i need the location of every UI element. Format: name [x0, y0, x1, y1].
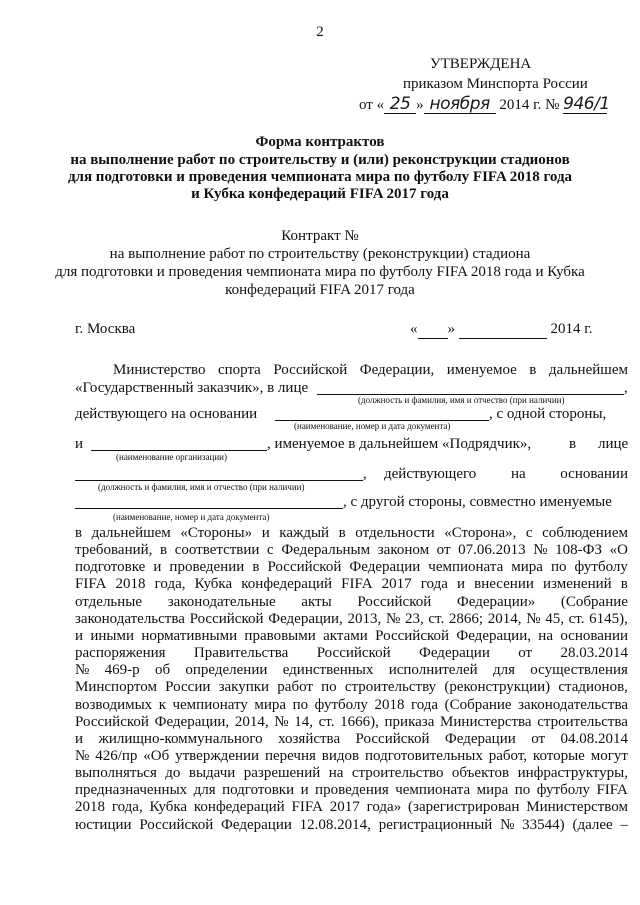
- body-line: [75, 594, 628, 611]
- contract-title-line-3: для подготовки и проведения чемпионата мира по футболу FIFA 2018 года и Кубка: [55, 264, 585, 280]
- approval-date-month: ноября: [424, 96, 496, 114]
- body-word: соблюдением: [542, 525, 628, 541]
- body-word: требований,: [75, 542, 153, 559]
- body-word: и: [75, 730, 84, 747]
- body-word: подготовки: [222, 782, 295, 799]
- body-line: [75, 576, 628, 593]
- body-word: в: [620, 576, 628, 593]
- hint-document-2: (наименование, номер и дата документа): [113, 512, 270, 522]
- approval-date-day: 25: [384, 96, 416, 114]
- body-word: соответствии: [174, 542, 260, 559]
- body-word: актами: [323, 627, 368, 644]
- blank-org-name: [91, 450, 267, 451]
- body-word: FIFA: [291, 799, 323, 816]
- body-word: возводимых: [75, 696, 153, 713]
- approval-order-line: приказом Минспорта России: [403, 76, 588, 92]
- contract-title-line-4: конфедераций FIFA 2017 года: [225, 282, 415, 298]
- body-word: работ: [277, 679, 313, 696]
- body-word: «Стороны»: [180, 525, 253, 541]
- preamble-line-4-mid: , именуемое в дальнейшем «Подрядчик»,: [267, 436, 532, 452]
- body-word: «О: [609, 542, 628, 559]
- body-word: нормативными: [141, 627, 238, 644]
- body-word: подготовке: [75, 559, 146, 576]
- body-word: акты: [301, 593, 332, 610]
- body-line: [75, 817, 628, 834]
- form-title-line-3: для подготовки и проведения чемпионата мира по футболу FIFA 2018 года: [67, 169, 573, 185]
- body-line: [75, 765, 628, 782]
- preamble-line-3-end: , с одной стороны,: [489, 406, 607, 422]
- body-word: стадионов,: [558, 679, 628, 696]
- body-word: для: [193, 782, 216, 799]
- body-word: и: [457, 576, 466, 593]
- preamble-line-6-end: , с другой стороны, совместно именуемые: [343, 494, 612, 510]
- body-word: 2014,: [487, 610, 522, 627]
- body-word: иными: [90, 627, 135, 644]
- body-word: предназначенных: [75, 782, 188, 799]
- body-word: 45,: [545, 610, 564, 627]
- body-word: в: [338, 525, 346, 541]
- body-line: [75, 525, 628, 542]
- blank-basis-contractor: [75, 508, 343, 509]
- date-month-blank: [459, 321, 547, 339]
- body-word: 2866;: [448, 610, 484, 627]
- body-word: по: [321, 679, 337, 696]
- approval-date-prefix: от «: [359, 97, 385, 113]
- body-word: перечня: [264, 747, 316, 764]
- body-word: основании: [560, 627, 628, 644]
- body-word: разрешений: [243, 765, 321, 782]
- body-word: строительству: [344, 679, 437, 696]
- preamble-line-2: «Государственный заказчик», в лице: [75, 380, 309, 396]
- body-word: Кубка: [149, 799, 188, 816]
- body-word: года,: [111, 799, 143, 816]
- body-line: [75, 628, 628, 645]
- body-word: единственных: [282, 662, 374, 679]
- body-word: Федеральным: [281, 542, 371, 559]
- body-word: инфраструктуры,: [517, 765, 628, 782]
- body-word: 07.06.2013: [458, 542, 526, 559]
- body-word: выдачи: [188, 765, 236, 782]
- body-word: проведения: [315, 782, 389, 799]
- body-word: 2018: [75, 799, 105, 816]
- body-word: на: [538, 627, 553, 644]
- body-word: законом: [377, 542, 430, 559]
- body-word: до: [165, 765, 181, 782]
- body-word: года,: [154, 576, 186, 593]
- contract-title-line-1: Контракт №: [281, 228, 359, 244]
- body-word: выполняться: [75, 765, 157, 782]
- body-word: от: [436, 542, 451, 559]
- body-word: по: [550, 559, 567, 576]
- body-word: Федерации: [349, 559, 421, 576]
- body-word: отдельные: [75, 593, 143, 610]
- body-word: исполнителей: [388, 662, 478, 679]
- body-word: чемпионата: [395, 782, 471, 799]
- body-word: –: [620, 816, 628, 833]
- city: г. Москва: [75, 321, 136, 337]
- body-word: строительства: [537, 713, 628, 730]
- body-word: «Об: [143, 747, 170, 764]
- body-word: Российской: [375, 627, 450, 644]
- approval-date-suffix: 2014 г. №: [499, 97, 560, 113]
- body-word: и: [300, 782, 309, 799]
- body-word: чемпионата: [428, 559, 504, 576]
- blank-position-contractor: [75, 480, 363, 481]
- body-word: 2018: [374, 696, 405, 713]
- body-word: (Собрание: [444, 696, 512, 713]
- approval-date-line: [359, 94, 610, 114]
- body-word: Российской: [139, 816, 214, 833]
- body-word: об: [154, 662, 171, 679]
- body-word: законодательства: [518, 696, 628, 713]
- date-day-blank: [418, 321, 448, 339]
- body-line: [75, 559, 628, 576]
- body-word: могут: [590, 747, 628, 764]
- body-word: Федерации: [444, 730, 516, 747]
- body-word: 12.08.2014,: [299, 816, 371, 833]
- body-word: хозяйства: [278, 730, 341, 747]
- body-word: конфедераций: [241, 576, 333, 593]
- body-line: [75, 782, 628, 799]
- body-word: Федерации,: [154, 713, 230, 730]
- body-word: (реконструкции): [444, 679, 551, 696]
- body-line: [75, 799, 628, 816]
- body-word: 04.08.2014: [560, 730, 628, 747]
- body-word: футболу: [314, 696, 368, 713]
- approval-date-mid: »: [416, 97, 424, 113]
- body-word: и: [75, 627, 84, 644]
- body-line: [75, 611, 628, 628]
- body-word: для: [492, 662, 515, 679]
- body-word: футболу: [574, 559, 628, 576]
- body-word: строительство: [351, 765, 444, 782]
- body-word: 6145),: [589, 610, 628, 627]
- body-word: №: [75, 662, 90, 679]
- body-word: Российской: [267, 559, 342, 576]
- preamble-line-1: Министерство спорта Российской Федерации, именуемое в дальнейшем: [113, 362, 628, 378]
- body-word: каждый: [279, 525, 330, 541]
- body-word: с: [525, 525, 533, 541]
- body-word: Министерством: [526, 799, 628, 816]
- preamble-and: и: [75, 436, 84, 452]
- body-word: Российской: [75, 713, 149, 730]
- body-word: 469-р: [104, 662, 140, 679]
- body-line: [75, 679, 628, 696]
- body-word: мира: [511, 559, 543, 576]
- body-word: FIFA: [75, 576, 107, 593]
- body-word: 2018: [115, 576, 146, 593]
- body-word: Федерации: [419, 645, 490, 662]
- body-word: мира: [254, 696, 287, 713]
- body-word: 28.03.2014: [560, 645, 628, 662]
- hint-document: (наименование, номер и дата документа): [294, 421, 451, 431]
- body-word: (зарегистрирован: [408, 799, 520, 816]
- body-word: регистрационный: [378, 816, 493, 833]
- preamble-line-4-v: в: [569, 436, 577, 452]
- body-word: и: [261, 525, 270, 541]
- body-word: года: [420, 576, 448, 593]
- body-word: в: [160, 542, 168, 559]
- body-word: дальнейшем: [91, 525, 171, 541]
- body-word: 33544): [522, 816, 565, 833]
- page-number: 2: [316, 24, 324, 40]
- body-word: футболу: [536, 782, 591, 799]
- body-word: Министерства: [440, 713, 532, 730]
- body-word: 2014,: [234, 713, 269, 730]
- preamble-line-3: действующего на основании: [75, 406, 258, 422]
- body-word: утверждении: [175, 747, 260, 764]
- body-word: 426/пр: [95, 747, 138, 764]
- body-word: №: [500, 816, 515, 833]
- body-word: от: [531, 730, 546, 747]
- body-word: FIFA: [596, 782, 628, 799]
- body-word: «Сторона»,: [444, 525, 517, 541]
- body-word: видов: [321, 747, 360, 764]
- body-word: работ,: [488, 747, 528, 764]
- body-word: конфедераций: [193, 799, 285, 816]
- body-word: 2017: [381, 576, 412, 593]
- approval-title: УТВЕРЖДЕНА: [430, 56, 532, 72]
- body-line: [75, 662, 628, 679]
- body-word: 2013,: [347, 610, 382, 627]
- body-word: с: [267, 542, 274, 559]
- body-word: законодательные: [167, 593, 276, 610]
- body-word: по: [514, 782, 531, 799]
- body-word: в: [75, 525, 83, 541]
- contract-title-line-2: на выполнение работ по строительству (реконструкции) стадиона: [109, 246, 531, 262]
- form-title-line-4: и Кубка конфедераций FIFA 2017 года: [191, 186, 449, 202]
- body-word: года: [410, 696, 439, 713]
- body-word: №: [526, 610, 541, 627]
- form-title-line-2: на выполнение работ по строительству и (или) реконструкции стадионов: [70, 152, 570, 168]
- preamble-line-4-end: лице: [598, 436, 629, 452]
- body-line: [75, 748, 628, 765]
- body-word: Российской: [357, 593, 432, 610]
- body-word: ст.: [568, 610, 585, 627]
- body-word: Минспортом: [75, 679, 157, 696]
- body-word: и: [153, 559, 162, 576]
- body-line: [75, 697, 628, 714]
- body-line: [75, 645, 628, 662]
- body-word: объектов: [451, 765, 510, 782]
- body-word: приказа: [384, 713, 435, 730]
- body-word: Российской: [189, 610, 264, 627]
- body-word: Федерации: [221, 816, 292, 833]
- body-word: 1666),: [340, 713, 379, 730]
- body-word: отдельности: [355, 525, 435, 541]
- body-word: Федерации,: [456, 627, 531, 644]
- body-word: по: [292, 696, 309, 713]
- body-word: подготовительных: [364, 747, 483, 764]
- body-word: №: [385, 610, 401, 627]
- contract-date: « » 2014 г.: [410, 321, 593, 337]
- body-word: правовыми: [244, 627, 316, 644]
- body-word: изменений: [543, 576, 612, 593]
- body-word: Российской: [355, 730, 430, 747]
- preamble-line-5: действующего на основании: [384, 466, 628, 482]
- body-word: Правительства: [193, 645, 289, 662]
- approval-order-number: 946/1: [563, 94, 610, 114]
- body-line: [75, 542, 628, 559]
- body-word: года»: [366, 799, 402, 816]
- body-word: России: [165, 679, 211, 696]
- body-word: 14,: [294, 713, 313, 730]
- form-title-line-1: Форма контрактов: [255, 134, 385, 150]
- body-word: определении: [185, 662, 268, 679]
- body-word: FIFA: [341, 576, 373, 593]
- hint-position: (должность и фамилия, имя и отчество (при наличии): [358, 395, 565, 405]
- body-word: Федерации,: [268, 610, 343, 627]
- body-word: которые: [532, 747, 585, 764]
- body-word: ст.: [318, 713, 335, 730]
- date-year: 2014 г.: [550, 321, 593, 337]
- body-word: ст.: [428, 610, 445, 627]
- body-word: (Собрание: [560, 593, 628, 610]
- body-line: [75, 731, 628, 748]
- body-word: (далее: [572, 816, 613, 833]
- body-word: №: [533, 542, 548, 559]
- hint-org: (наименование организации): [116, 452, 227, 462]
- body-word: к: [158, 696, 166, 713]
- comma-2: ,: [363, 466, 367, 482]
- body-word: жилищно-коммунального: [98, 730, 263, 747]
- body-word: от: [518, 645, 533, 662]
- body-word: законодательства: [75, 610, 185, 627]
- body-word: на: [328, 765, 344, 782]
- body-word: №: [75, 747, 90, 764]
- body-word: осуществления: [530, 662, 628, 679]
- body-word: в: [252, 559, 260, 576]
- body-word: Федерации»: [456, 593, 536, 610]
- body-word: Российской: [316, 645, 391, 662]
- body-word: 108-ФЗ: [555, 542, 602, 559]
- body-word: 23,: [404, 610, 424, 627]
- body-word: юстиции: [75, 816, 132, 833]
- body-word: Кубка: [194, 576, 233, 593]
- body-word: мира: [476, 782, 509, 799]
- comma: ,: [624, 380, 628, 396]
- body-word: 2017: [329, 799, 360, 816]
- body-line: [75, 714, 628, 731]
- hint-position-2: (должность и фамилия, имя и отчество (при наличии): [98, 482, 305, 492]
- body-word: проведении: [169, 559, 245, 576]
- body-word: закупки: [218, 679, 270, 696]
- body-word: внесении: [474, 576, 534, 593]
- body-word: распоряжения: [75, 645, 166, 662]
- body-word: №: [274, 713, 289, 730]
- body-word: чемпионату: [172, 696, 248, 713]
